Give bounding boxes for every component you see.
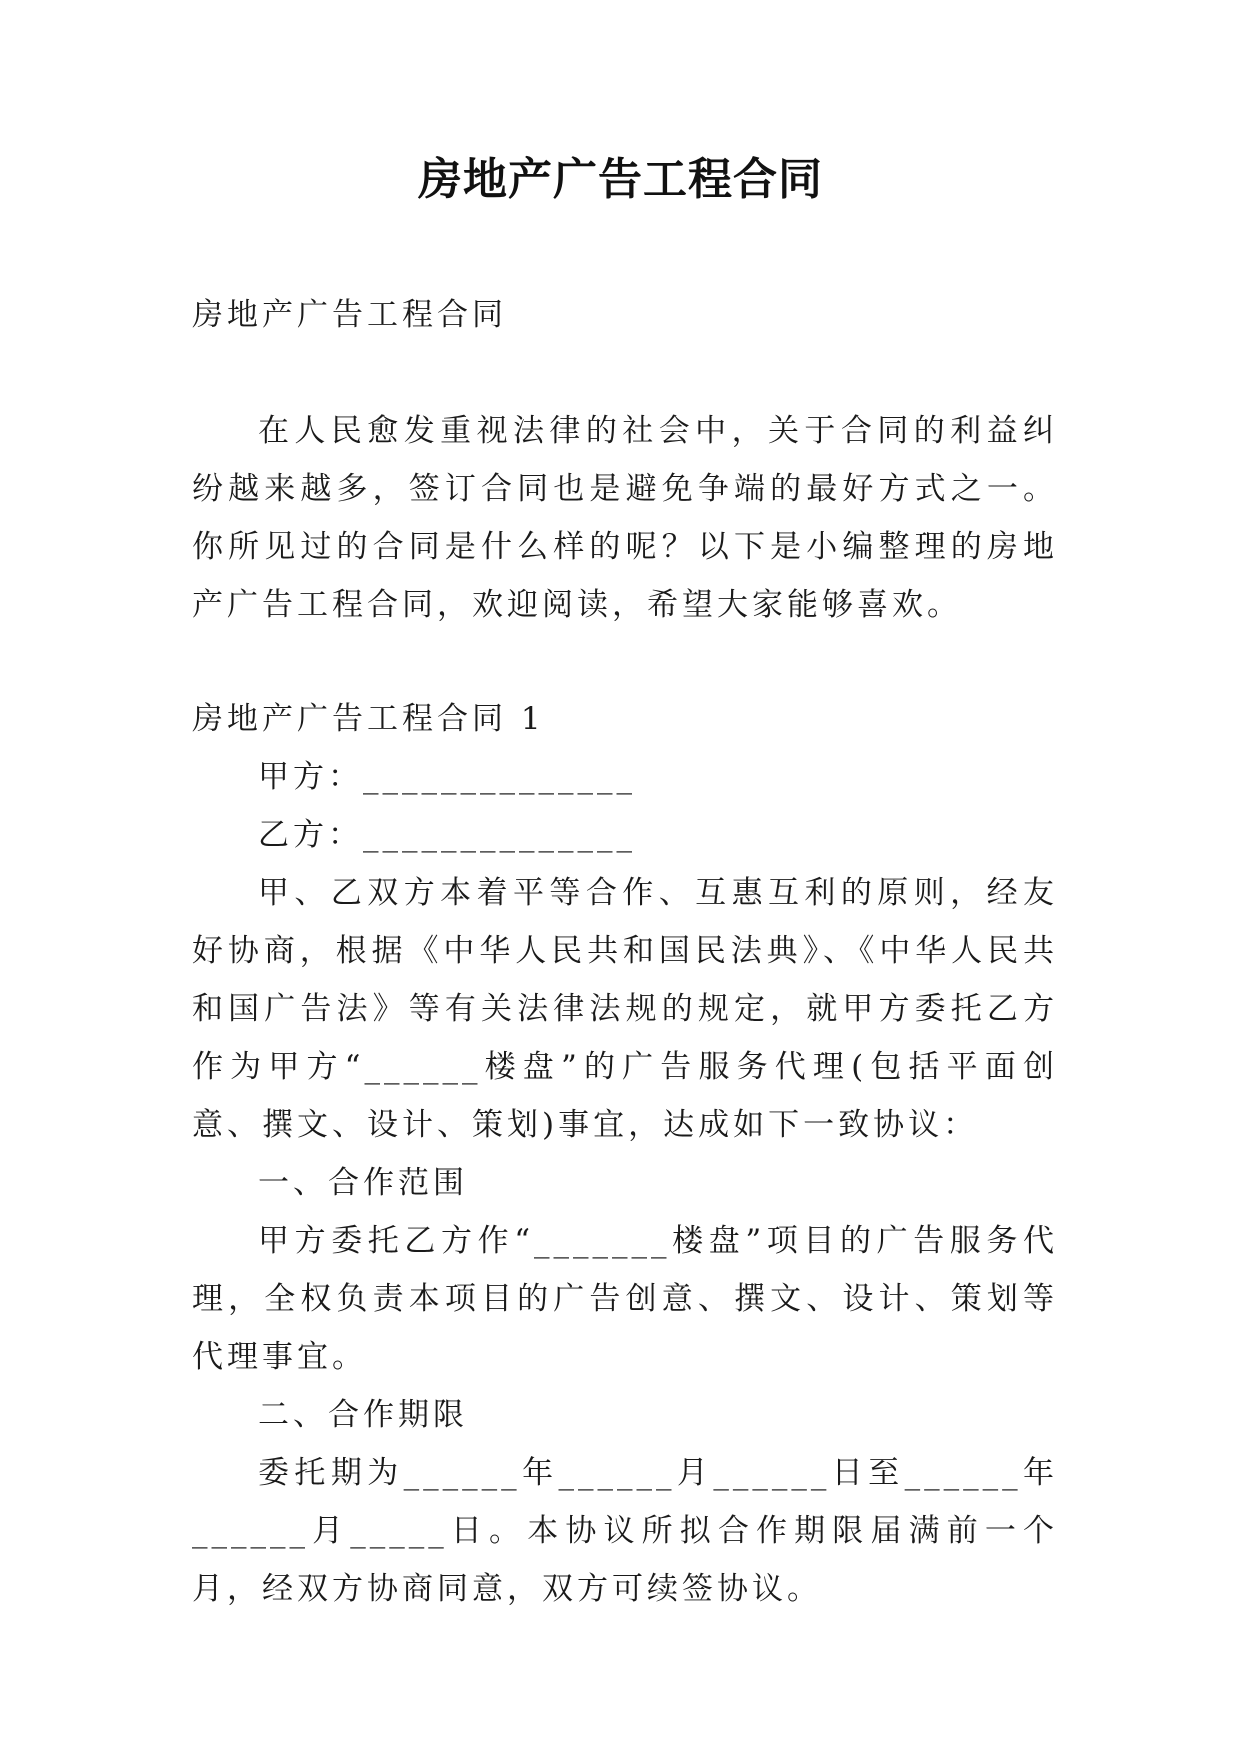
document-title: 房地产广告工程合同 [418,154,823,205]
section-2-title: 二、合作期限 [258,1397,468,1433]
section-1-text: 甲方委托乙方作“_______楼盘”项目的广告服务代理，全权负责本项目的广告创意、撰文、设计、策划等代理事宜。 [192,1223,1058,1375]
document-subtitle: 房地产广告工程合同 [192,297,507,333]
intro-paragraph: 在人民愈发重视法律的社会中，关于合同的利益纠纷越来越多，签订合同也是避免争端的最好方式之一。你所见过的合同是什么样的呢？以下是小编整理的房地产广告工程合同，欢迎阅读，希望大家能够喜欢。 [192,413,1058,623]
contract-heading: 房地产广告工程合同 1 [192,701,545,737]
party-b-line: 乙方：______________ [258,817,636,853]
party-a-line: 甲方：______________ [258,759,636,795]
section-2-text: 委托期为______年______月______日至______年______月_____日。本协议所拟合作期限届满前一个月，经双方协商同意，双方可续签协议。 [192,1455,1058,1607]
preamble-paragraph: 甲、乙双方本着平等合作、互惠互利的原则，经友好协商，根据《中华人民共和国民法典》、《中华人民共和国广告法》等有关法律法规的规定，就甲方委托乙方作为甲方“______楼盘”的广告服务代理(包括平面创意、撰文、设计、策划)事宜，达成如下一致协议： [192,875,1058,1143]
document-body [192,286,1058,1618]
section-1-title: 一、合作范围 [258,1165,468,1201]
